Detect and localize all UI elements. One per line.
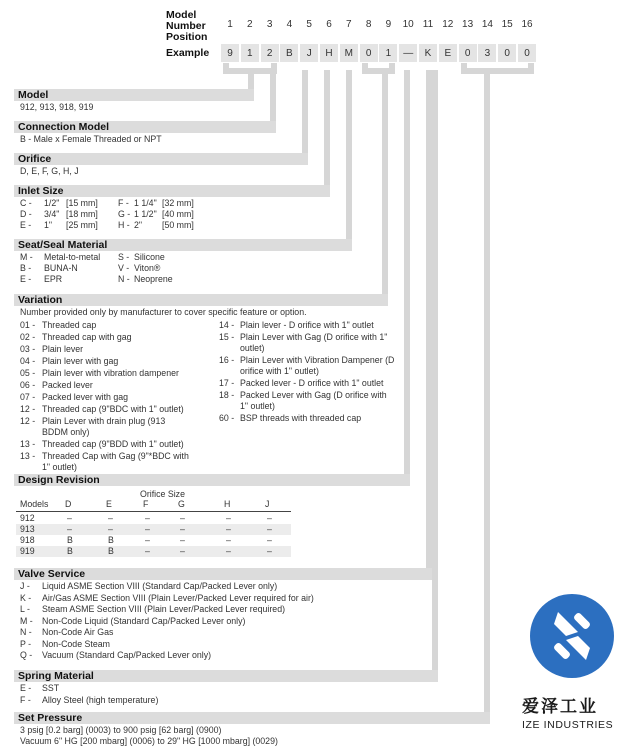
seat-name: Neoprene bbox=[134, 274, 173, 284]
inlet-size: 1" bbox=[44, 220, 53, 230]
variation-text: Plain lever with gag bbox=[42, 356, 119, 366]
design-cell: – bbox=[145, 546, 150, 556]
model-label: Model bbox=[166, 9, 197, 21]
inlet-mm: [15 mm] bbox=[66, 198, 98, 208]
orifice-size-label: Orifice Size bbox=[140, 489, 185, 499]
inlet-size: 3/4" bbox=[44, 209, 60, 219]
inlet-size: 1 1/2" bbox=[134, 209, 157, 219]
design-cell: – bbox=[145, 513, 150, 523]
valve-text: Non-Code Air Gas bbox=[42, 627, 114, 637]
valve-text: Non-Code Steam bbox=[42, 638, 110, 649]
design-cell: 919 bbox=[20, 546, 35, 556]
seat-name: Viton® bbox=[134, 263, 161, 273]
logo-english-text: IZE INDUSTRIES bbox=[522, 719, 614, 731]
design-header-cell: D bbox=[65, 499, 72, 509]
inlet-mm: [18 mm] bbox=[66, 209, 98, 219]
variation-code: 04 - bbox=[20, 356, 36, 366]
design-cell: – bbox=[267, 513, 272, 523]
variation-code: 13 - bbox=[20, 451, 36, 461]
inlet-code: E - bbox=[20, 220, 32, 230]
variation-code: 15 - bbox=[219, 332, 235, 342]
seat-name: Silicone bbox=[134, 252, 165, 262]
design-cell: – bbox=[180, 546, 185, 556]
inlet-mm: [25 mm] bbox=[66, 220, 98, 230]
variation-code: 01 - bbox=[20, 320, 36, 330]
example-cell: — bbox=[399, 44, 417, 62]
variation-code: 05 - bbox=[20, 368, 36, 378]
example-cell: E bbox=[439, 44, 457, 62]
variation-text: Threaded cap bbox=[42, 320, 97, 330]
valve-text: Vacuum (Standard Cap/Packed Lever only) bbox=[42, 650, 212, 660]
design-cell: 912 bbox=[20, 513, 35, 523]
design-cell: – bbox=[226, 513, 231, 523]
position-number: 10 bbox=[402, 19, 414, 30]
orifice-title: Orifice bbox=[18, 153, 52, 165]
valve-title: Valve Service bbox=[18, 568, 86, 580]
example-cell: 9 bbox=[221, 44, 239, 62]
seat-code: S - bbox=[118, 252, 130, 262]
position-number: 4 bbox=[286, 19, 293, 30]
position-number: 15 bbox=[501, 19, 513, 30]
position-number: 5 bbox=[306, 19, 312, 30]
position-number: 3 bbox=[266, 19, 273, 30]
variation-code: 07 - bbox=[20, 392, 36, 402]
design-cell: – bbox=[226, 535, 231, 545]
example-cell: 3 bbox=[478, 44, 496, 62]
variation-text: Packed lever - D orifice with 1" outlet bbox=[240, 378, 384, 388]
variation-text: Threaded Cap with Gag (9"*BDC with 1" outlet) bbox=[42, 451, 189, 472]
design-cell: B bbox=[108, 535, 114, 545]
inlet-mm: [50 mm] bbox=[162, 220, 194, 230]
connector-segment bbox=[404, 70, 410, 486]
variation-title: Variation bbox=[18, 294, 63, 306]
valve-code: L - bbox=[20, 604, 30, 614]
model-title: Model bbox=[18, 89, 49, 101]
spring-title: Spring Material bbox=[18, 670, 94, 682]
design-cell: – bbox=[145, 524, 150, 534]
variation-code: 18 - bbox=[219, 390, 235, 400]
spring-text: SST bbox=[42, 683, 60, 693]
variation-text: Plain Lever with drain plug (913 BDDM only) bbox=[42, 416, 166, 437]
spring-code: E - bbox=[20, 683, 32, 693]
valve-code: M - bbox=[20, 615, 33, 626]
connector-segment bbox=[346, 70, 352, 251]
inlet-size: 2" bbox=[134, 220, 143, 230]
inlet-mm: [40 mm] bbox=[162, 209, 194, 219]
position-number: 14 bbox=[481, 19, 493, 30]
design-cell: B bbox=[67, 546, 73, 556]
design-cell: B bbox=[67, 535, 73, 545]
variation-text: Plain lever bbox=[42, 344, 84, 354]
inlet-size: 1/2" bbox=[44, 198, 60, 208]
connector-segment bbox=[484, 70, 490, 724]
seat-code: B - bbox=[20, 263, 32, 273]
variation-text: Threaded cap (9"BDC with 1" outlet) bbox=[42, 404, 184, 414]
design-cell: – bbox=[108, 524, 113, 534]
position-number: 13 bbox=[462, 19, 474, 30]
design-cell: B bbox=[108, 546, 114, 556]
example-cell: 1 bbox=[379, 44, 397, 62]
design-cell: – bbox=[180, 513, 185, 523]
variation-text: Packed lever bbox=[42, 380, 93, 390]
variation-text: Plain Lever with Vibration Dampener (D orifice with 1" outlet) bbox=[240, 355, 395, 376]
seat-name: BUNA-N bbox=[44, 263, 78, 273]
example-cell: M bbox=[340, 44, 358, 62]
variation-code: 16 - bbox=[219, 355, 235, 365]
position-number: 16 bbox=[521, 19, 533, 30]
variation-code: 03 - bbox=[20, 344, 36, 354]
inlet-code: F - bbox=[118, 198, 129, 208]
connector-segment bbox=[324, 70, 330, 197]
variation-code: 60 - bbox=[219, 413, 235, 423]
valve-text: Liquid ASME Section VIII (Standard Cap/Packed Lever only) bbox=[42, 581, 278, 591]
variation-text: BSP threads with threaded cap bbox=[240, 413, 362, 423]
example-cell: H bbox=[320, 44, 338, 62]
example-cell: 0 bbox=[360, 44, 378, 62]
ize-logo-icon bbox=[528, 592, 616, 680]
design-cell: – bbox=[267, 546, 272, 556]
connector-segment bbox=[362, 68, 396, 74]
seat-code: E - bbox=[20, 274, 32, 284]
variation-code: 06 - bbox=[20, 380, 36, 390]
variation-text: Threaded cap with gag bbox=[42, 332, 132, 342]
design-header-cell: E bbox=[106, 499, 112, 509]
variation-text: Threaded cap (9"BDD with 1" outlet) bbox=[42, 439, 184, 449]
seat-code: M - bbox=[20, 252, 33, 262]
connector-segment bbox=[461, 68, 534, 74]
example-cell: 0 bbox=[459, 44, 477, 62]
connection-text: B - Male x Female Threaded or NPT bbox=[20, 134, 162, 144]
design-row-bg bbox=[16, 524, 291, 535]
spring-code: F - bbox=[20, 694, 31, 705]
example-cell: J bbox=[300, 44, 318, 62]
orifice-bar bbox=[14, 153, 308, 165]
variation-text: Plain Lever with Gag (D orifice with 1" outlet) bbox=[240, 332, 388, 353]
design-cell: 918 bbox=[20, 535, 35, 545]
valve-text: Air/Gas ASME Section VIII (Plain Lever/Packed Lever required for air) bbox=[42, 592, 314, 603]
example-cell: 1 bbox=[241, 44, 259, 62]
variation-code: 14 - bbox=[219, 320, 235, 330]
seat-code: N - bbox=[118, 274, 130, 284]
inlet-mm: [32 mm] bbox=[162, 198, 194, 208]
seat-name: EPR bbox=[44, 274, 63, 284]
design-cell: – bbox=[145, 535, 150, 545]
example-cell: 0 bbox=[498, 44, 516, 62]
position-number: 7 bbox=[346, 19, 352, 30]
number-label: Number bbox=[166, 20, 206, 32]
inlet-size: 1 1/4" bbox=[134, 198, 157, 208]
spring-text: Alloy Steel (high temperature) bbox=[42, 694, 159, 705]
design-cell: 913 bbox=[20, 524, 35, 534]
example-cell: K bbox=[419, 44, 437, 62]
design-cell: – bbox=[180, 524, 185, 534]
inlet-title: Inlet Size bbox=[18, 185, 64, 197]
example-cell: 2 bbox=[261, 44, 279, 62]
variation-bar bbox=[14, 294, 388, 306]
connector-segment bbox=[382, 70, 388, 306]
variation-code: 13 - bbox=[20, 439, 36, 449]
inlet-code: G - bbox=[118, 209, 131, 219]
setpressure-bar bbox=[14, 712, 490, 724]
variation-code: 17 - bbox=[219, 378, 235, 388]
inlet-code: C - bbox=[20, 198, 32, 208]
example-cell: 0 bbox=[518, 44, 536, 62]
design-cell: – bbox=[226, 524, 231, 534]
position-number: 2 bbox=[247, 19, 253, 30]
design-cell: – bbox=[67, 513, 72, 523]
valve-code: N - bbox=[20, 627, 32, 637]
design-header-cell: J bbox=[265, 499, 270, 509]
valve-text: Non-Code Liquid (Standard Cap/Packed Lever only) bbox=[42, 615, 246, 626]
position-label: Position bbox=[166, 31, 208, 43]
design-header-rule bbox=[16, 511, 291, 512]
seat-title: Seat/Seal Material bbox=[18, 239, 108, 251]
valve-code: P - bbox=[20, 638, 32, 649]
seat-code: V - bbox=[118, 263, 130, 273]
design-cell: – bbox=[108, 513, 113, 523]
variation-text: Packed Lever with Gag (D orifice with 1" outlet) bbox=[240, 390, 387, 411]
model-bar bbox=[14, 89, 254, 101]
design-cell: – bbox=[267, 524, 272, 534]
design-header-cell: G bbox=[178, 499, 185, 509]
design-cell: – bbox=[67, 524, 72, 534]
design-header-cell: F bbox=[143, 499, 149, 509]
logo-chinese-text: 爱泽工业 bbox=[522, 697, 598, 717]
valve-code: Q - bbox=[20, 650, 33, 660]
valve-text: Steam ASME Section VIII (Plain Lever/Packed Lever required) bbox=[42, 604, 286, 614]
inlet-code: D - bbox=[20, 209, 32, 219]
position-number: 8 bbox=[365, 19, 372, 30]
design-header-cell: H bbox=[224, 499, 231, 509]
inlet-code: H - bbox=[118, 220, 130, 230]
example-cell: B bbox=[280, 44, 298, 62]
design-row-bg bbox=[16, 546, 291, 557]
design-header-cell: Models bbox=[20, 499, 49, 509]
position-number: 12 bbox=[442, 19, 454, 30]
design-cell: – bbox=[226, 546, 231, 556]
variation-code: 12 - bbox=[20, 404, 36, 414]
valve-code: J - bbox=[20, 581, 30, 591]
variation-text: Plain lever - D orifice with 1" outlet bbox=[240, 320, 374, 330]
design-cell: – bbox=[267, 535, 272, 545]
setpressure-line-2: Vacuum 6" HG [200 mbarg] (0006) to 29" HG [1000 mbarg] (0029) bbox=[20, 736, 278, 746]
variation-code: 02 - bbox=[20, 332, 36, 342]
position-number: 11 bbox=[422, 19, 434, 30]
model-text: 912, 913, 918, 919 bbox=[20, 102, 94, 112]
orifice-text: D, E, F, G, H, J bbox=[20, 166, 79, 176]
connector-segment bbox=[432, 70, 438, 682]
variation-code: 12 - bbox=[20, 416, 36, 426]
valve-code: K - bbox=[20, 592, 32, 603]
example-label: Example bbox=[166, 47, 210, 59]
seat-name: Metal-to-metal bbox=[44, 252, 101, 262]
design-title: Design Revision bbox=[18, 474, 100, 486]
position-number: 1 bbox=[227, 19, 233, 30]
connection-title: Connection Model bbox=[18, 121, 109, 133]
variation-text: Plain lever with vibration dampener bbox=[42, 368, 179, 378]
setpressure-line-1: 3 psig [0.2 barg] (0003) to 900 psig [62 barg] (0900) bbox=[20, 725, 222, 735]
design-cell: – bbox=[180, 535, 185, 545]
connector-segment bbox=[302, 70, 308, 165]
position-number: 6 bbox=[326, 19, 332, 30]
position-number: 9 bbox=[385, 19, 392, 30]
setpressure-title: Set Pressure bbox=[18, 712, 83, 724]
variation-intro: Number provided only by manufacturer to cover specific feature or option. bbox=[20, 307, 307, 317]
variation-text: Packed lever with gag bbox=[42, 392, 129, 402]
